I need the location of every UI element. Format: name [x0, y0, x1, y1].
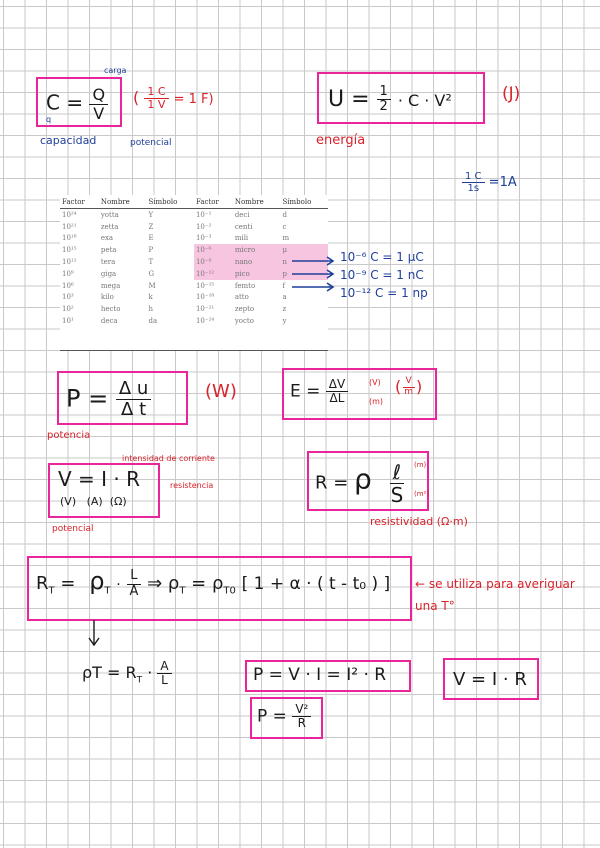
prefix-table-row	[60, 315, 328, 327]
prefix-table-cell: zetta	[100, 222, 119, 231]
note-potencial: potencial	[130, 138, 172, 148]
prefix-table-cell: Z	[148, 222, 154, 231]
prefix-table-row	[60, 303, 328, 315]
charge-q: Q	[89, 86, 108, 105]
energy-formula	[328, 85, 452, 115]
conversion-nano: 10⁻⁹ C = 1 nC	[340, 268, 424, 282]
prefix-table-cell: exa	[100, 234, 114, 243]
field-formula	[290, 378, 348, 405]
energy-unit: (J)	[502, 84, 521, 104]
prefix-table-cell: n	[280, 256, 328, 268]
note-carga: carga	[104, 66, 127, 75]
energy-over-time: $\frac{\text{Δ u}}{\text{Δ t}}$	[116, 379, 151, 420]
prefix-table-cell: m	[282, 234, 290, 243]
note-resistencia: resistencia	[170, 481, 214, 490]
capacitance-symbol: C	[46, 90, 60, 115]
prefix-table-cell: femto	[234, 281, 256, 290]
prefix-table-row	[60, 221, 328, 233]
ampere-definition	[462, 171, 517, 194]
prefix-table-cell: 10²	[62, 305, 74, 314]
prefix-table-cell: tera	[100, 258, 116, 267]
ohm-formula: V = I · R	[58, 467, 141, 491]
prefix-table-cell: d	[282, 210, 287, 219]
rho-arrow: ⇒ ρ	[147, 573, 180, 594]
resistance-symbol: R =	[315, 472, 349, 494]
prefix-table-cell: y	[282, 316, 287, 325]
prefix-table-header-cell: Factor	[194, 195, 233, 209]
prefix-table-cell: P	[148, 246, 154, 255]
prefix-table-header-cell: Nombre	[99, 195, 147, 209]
energy-symbol: U =	[328, 86, 370, 112]
coulomb-per-second: $\frac{1 C}{1s}$	[462, 171, 485, 194]
conversion-pico: 10⁻¹² C = 1 np	[340, 286, 428, 300]
note-potencial-ohm: potencial	[52, 524, 94, 534]
prefix-table-cell: Y	[148, 210, 154, 219]
prefix-table-header-cell: Símbolo	[147, 195, 194, 209]
prefix-table-body	[60, 209, 328, 327]
prefix-table-cell: G	[148, 269, 155, 278]
prefix-table-header-cell: Símbolo	[280, 195, 328, 209]
prefix-table-cell: 10¹²	[62, 258, 77, 267]
one-half: $\frac{1}{2}$	[377, 85, 391, 115]
note-q: q	[46, 115, 52, 124]
prefix-table-cell: kilo	[100, 293, 114, 302]
prefix-table-cell: 10²¹	[62, 222, 77, 231]
power-formula	[66, 379, 151, 420]
note-capacidad: capacidad	[40, 134, 97, 147]
prefix-table-cell: 10⁻¹²	[194, 268, 233, 280]
prefix-table-row	[60, 244, 328, 256]
prefix-table-cell: μ	[280, 244, 328, 256]
si-prefix-table	[60, 195, 328, 351]
prefix-table-cell: mega	[100, 281, 121, 290]
ampere-result: =1A	[488, 175, 517, 190]
prefix-table-cell: micro	[233, 244, 281, 256]
ohm-units: (V) (A) (Ω)	[60, 495, 127, 508]
energy-rest: · C · V²	[397, 90, 452, 110]
prefix-table-row	[60, 280, 328, 292]
prefix-table-cell: zepto	[234, 305, 255, 314]
prefix-table-header-cell: Nombre	[233, 195, 281, 209]
prefix-table-cell: f	[282, 281, 286, 290]
prefix-table-cell: 10⁻¹⁸	[195, 293, 215, 302]
prefix-table-cell: 10¹⁸	[62, 234, 77, 243]
prefix-table-cell: da	[148, 316, 158, 325]
prefix-table-cell: T	[148, 258, 154, 267]
prefix-table-cell: yotta	[100, 210, 119, 219]
field-symbol: E =	[290, 381, 321, 402]
open-paren: (	[133, 88, 140, 108]
prefix-table-cell: yocto	[234, 316, 254, 325]
voltage-v: V	[93, 103, 105, 123]
conversion-micro: 10⁻⁶ C = 1 μC	[340, 250, 424, 264]
voltage-over-length: $\frac{\Delta V}{\Delta L}$	[326, 378, 348, 405]
coulomb-over-volt: $\frac{1 C}{1 V}$	[144, 86, 168, 111]
field-unit: ( $\frac{V}{m}$ )	[395, 376, 423, 397]
prefix-table-cell: k	[148, 293, 153, 302]
rho-t0: = ρ	[191, 573, 224, 594]
prefix-table-row	[60, 209, 328, 221]
prefix-table-cell: centi	[234, 222, 253, 231]
resistance-formula	[315, 461, 406, 506]
prefix-table-cell: a	[282, 293, 287, 302]
prefix-table-cell: 10⁻²⁴	[195, 316, 215, 325]
prefix-table-cell: 10⁻¹⁵	[195, 281, 215, 290]
rt-symbol: R	[36, 573, 49, 594]
power-formula-2: P = V · I = I² · R	[253, 665, 387, 685]
prefix-table-cell: pico	[233, 268, 281, 280]
prefix-table-cell: 10¹	[62, 316, 74, 325]
power-symbol: P =	[66, 384, 109, 413]
resistance-num-unit: (m)	[414, 461, 427, 469]
power-unit: (W)	[205, 381, 237, 402]
field-num-unit: (V)	[369, 378, 381, 387]
prefix-table-cell: giga	[100, 269, 117, 278]
temperature-bracket: [ 1 + α · ( t - t₀ ) ]	[241, 574, 391, 594]
energy-label: energía	[316, 133, 366, 148]
prefix-table-cell: 10⁹	[62, 269, 74, 278]
prefix-table-cell: h	[148, 305, 154, 314]
charge-over-voltage	[89, 86, 108, 122]
prefix-table-cell: peta	[100, 246, 117, 255]
note-intensidad: intensidad de corriente	[122, 454, 215, 463]
prefix-table-cell: E	[148, 234, 154, 243]
prefix-table-cell: 10⁶	[62, 281, 74, 290]
field-den-unit: (m)	[369, 397, 384, 406]
length-over-area: $\frac{L}{A}$	[126, 569, 141, 599]
area-over-length: $\frac{A}{L}$	[157, 660, 171, 687]
prefix-table-row	[60, 268, 328, 280]
farad-result: = 1 F)	[173, 92, 214, 108]
prefix-table-header-cell: Factor	[60, 195, 99, 209]
volts-per-meter: $\frac{V}{m}$	[404, 376, 414, 397]
down-arrow	[86, 620, 102, 650]
prefix-table-cell: nano	[233, 256, 281, 268]
v-squared-over-r: $\frac{\text{V²}}{R}$	[292, 703, 311, 730]
capacitance-formula	[46, 86, 108, 122]
conversion-arrows	[290, 255, 340, 300]
prefix-table-cell: 10⁻¹	[195, 210, 212, 219]
note-resistividad: resistividad (Ω·m)	[370, 515, 468, 528]
resistivity-symbol: ρ	[354, 462, 372, 496]
prefix-table-cell: mili	[234, 234, 249, 243]
prefix-table-header	[60, 195, 328, 209]
prefix-table-cell: atto	[234, 293, 249, 302]
prefix-table-cell: 10⁻²	[195, 222, 212, 231]
prefix-table-cell: deca	[100, 316, 118, 325]
prefix-table-row	[60, 233, 328, 245]
prefix-table-cell: c	[282, 222, 287, 231]
length-over-section: $\frac{\text{ℓ}}{S}$	[390, 460, 404, 507]
prefix-table-cell: deci	[234, 210, 250, 219]
resistance-den-unit: (m²)	[414, 490, 430, 498]
prefix-table-cell: 10⁻⁹	[194, 256, 233, 268]
prefix-table-cell: 10²⁴	[62, 210, 77, 219]
power3-formula: P = $\frac{\text{V²}}{R}$	[257, 703, 311, 730]
prefix-table-cell: 10⁻⁶	[194, 244, 233, 256]
prefix-table-row	[60, 291, 328, 303]
pt-formula: $\rho T = R_T$ · $\frac{A}{L}$	[82, 660, 172, 687]
prefix-table-row	[60, 256, 328, 268]
ohm2-formula: V = I · R	[453, 669, 527, 690]
farad-definition	[133, 86, 214, 111]
prefix-table-cell: 10¹⁵	[62, 246, 77, 255]
prefix-table-cell: p	[280, 268, 328, 280]
power-label: potencia	[47, 430, 91, 441]
prefix-table-cell: z	[282, 305, 287, 314]
prefix-table-cell: 10⁻²¹	[195, 305, 215, 314]
prefix-table-cell: M	[148, 281, 156, 290]
prefix-table-cell: hecto	[100, 305, 121, 314]
temperature-formula: $R_T = \rho_T$ · $\frac{L}{A}$ ⇒ $\rho_T = \rho_{T0}$ [ 1 + α · ( t - t₀ ) ]	[36, 567, 391, 599]
equals-sign: =	[66, 90, 84, 115]
prefix-table-cell: 10³	[62, 293, 74, 302]
note-temperature: ← se utiliza para averiguar una T°	[415, 577, 575, 613]
prefix-table-cell: 10⁻³	[195, 234, 212, 243]
rho-t: ρ	[89, 567, 105, 595]
